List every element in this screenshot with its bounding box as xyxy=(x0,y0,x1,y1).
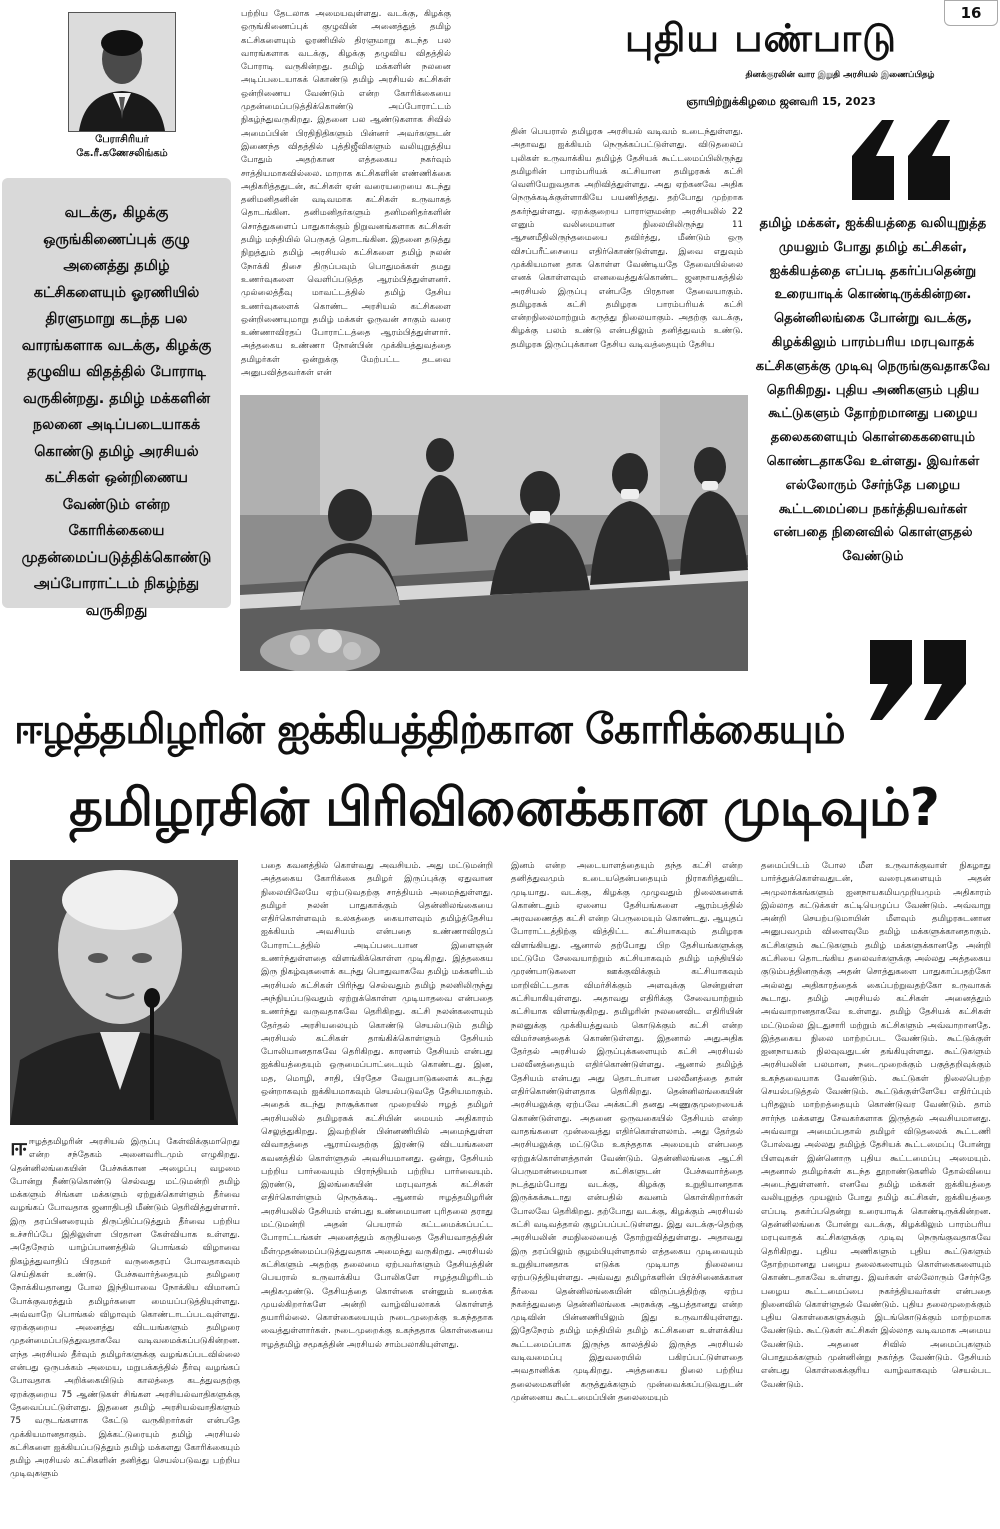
author-photo xyxy=(68,12,176,132)
left-callout xyxy=(2,178,231,619)
headline-line-1: ஈழத்தமிழரின் ஐக்கியத்திற்கான கோரிக்கையும் xyxy=(14,705,845,753)
president-photo xyxy=(10,860,238,1125)
drop-cap: ஈ xyxy=(10,1136,27,1161)
right-quote xyxy=(752,212,994,632)
bottom-column-2 xyxy=(261,860,493,1526)
bottom-column-4-text: தமைப்பிடம் போல மீள உருவாக்குவாள் நிகழாது பார்த்துக்கொள்வதுடன், வரைபுகளையும் அதன் அமுலாக்கங்களும் ஐனநாயகமியமுறியமும் அதிகாரம் இல்லாத கட்டுக்கள் கட்டியெழுப்ப வேண்டும். அவ்வாறு அன்றி செயற்படுமாயின் மீளவும் தமிழரசுடனான அனுபவமும் விளைவுமே தமிழ் மக்களுக்கானதாகும். கட்சிகளும் கூட்டுகளும் தமிழ் மக்களுக்கானதே அன்றி கட்சியை தொடங்கிய தலைவர்களுக்கு அல்லது அத்தகைய குடும்பத்தினருக்கு அதன் சொத்துகளை பாதுகாப்பதற்கோ அல்லது அதிகாரத்தைக் கைப்பற்றுவதற்கோ உருவாகக் கூடாது. தமிழ் அரசியல் கட்சிகள் அனைத்தும் அவ்வாறானதாகவே உள்ளது. தமிழ் தேசியக் கட்சிகள் மட்டுமல்ல இடதுசாரி மற்றும் கட்சிகளும் அவ்வாறானதே. இத்தகைய நிலை மாற்றப்பட வேண்டும். கூட்டுக்குள் ஐனநாயகம் நிலவுவதுடன் தங்கியுள்ளது. கூட்டுகளும் அரசியலின் பலமான, நடைமுறைக்கும் பகுத்தறிவுக்கும் உகந்தவையாக வேண்டும். கூட்டுகள் நிலைபெற்ற செயல்படுத்தல் வேண்டும். கூட்டுக்குள்ளேயே எதிர்ப்பும் புரிதலும் மாற்றத்தையும் கொண்டுவர வேண்டும். தாம் சார்ந்த மக்களது சேவகர்களாக இருத்தல் அவசியமானது. அவ்வாறு அமைப்பதால் தமிழர் விடுதலைக் கூட்டணி போல்வது அல்லது தமிழ்த் தேசியக் கூட்டமைப்பு போன்று பிளவுகள் இன்னொரு புதிய கூட்டமைப்பு அமையும். அதனால் தமிழர்கள் கடந்த தூறாண்டுகளில் தோல்வியை அடைந்துள்ளனர். எனவே தமிழ் மக்கள் ஐக்கியத்தை வலியுறுத்த முயலும் போது தமிழ் கட்சிகள், ஐக்கியத்தை எப்படி தகர்ப்பதென்று உரையாடிக் கொண்டிருக்கின்றன. தென்னிலங்கை போன்று வடக்கு, கிழக்கிலும் பாரம்பரிய மரபுவாதக் கட்சிகளுக்கு முடிவு நெருங்குவதாகவே தெரிகிறது. புதிய அணிகளும் புதிய கூட்டுகளும் தோற்றமானது பழைய தலைகளையும் கொள்கைகளையும் கொண்டதாகவே உள்ளது. இவர்கள் எல்லோரும் சேர்ந்தே பழைய கூட்டமைப்பை நகர்த்தியவர்கள் என்பதை நினைவில் கொள்ளுதல் வேண்டும். புதிய தலைமுறைக்கும் புதிய கொள்கைகளுக்கும் இடங்கொடுக்கும் மாற்றமாக வேண்டும். கூட்டுகள் கட்சிகள் இல்லாத வடிவமாக அமைய வேண்டும். அதனை சிவில் அமைப்புகளும் பொதுமக்களும் முன்னின்று நகர்த்த வேண்டும். தேசியம் என்பது கொள்கைக்குரிய வாழ்வாகவும் செயல்பட வேண்டும். xyxy=(761,861,991,1390)
president-portrait-image xyxy=(10,860,238,1125)
masthead-title: புதிய பண்பாடு xyxy=(625,16,897,60)
bottom-column-3 xyxy=(511,860,743,1526)
left-callout-text: வடக்கு, கிழக்கு ஒருங்கிணைப்புக் குழு அனைத்து தமிழ் கட்சிகளையும் ஓரணியில் திரளுமாறு கடந்த பல வாரங்களாக வடக்கு, கிழக்கு தழுவிய விதத்தில் போராடி வருகின்றது. தமிழ் மக்களின் நலனை அடிப்படையாகக் கொண்டு தமிழ் அரசியல் கட்சிகள் ஒன்றிணைய வேண்டும் என்ற கோரிக்கையை முதன்மைப்படுத்திக்கொண்டு அப்போராட்டம் நிகழ்ந்து வருகிறது xyxy=(21,205,212,619)
top-column-1 xyxy=(241,8,451,388)
bottom-column-1-text: ஈழத்தமிழரின் அரசியல் இருப்பு கேள்விக்குமாறெது என்ற சந்தேகம் அனைவரிடமும் எழுகிறது. தென்னிலங்கையின் பேச்சுக்கான அழைப்பு வழமை போன்று நீண்டுகொண்டு செல்வது மட்டுமன்றி தமிழ் மக்களும் சிங்கள மக்களும் ஏற்றுக்கொள்ளும் தீர்வை வழங்கப் போவதாக ஜனாதிபதி மீண்டும் தெரிவித்துள்ளார். இரு தரப்பினரையும் திருப்திப்படுத்தும் தீர்வை பற்றிய உச்சரிப்பே இதிலுள்ள பிரதான கேள்வியாக உள்ளது. அதேநேரம் யாழ்ப்பாணத்தில் பொங்கல் விழாவை நிகழ்த்துவாதிப் பிரதமர் வருகைதரப் போவதாகவும் செய்திகள் உண்டு. பேச்சுவார்த்தையும் தமிழரை நோக்கியதானது போல இந்தியாவை நோக்கிய விமானப் போக்குவரத்தும் தமிழர்களை மையப்படுத்தியுள்ளது. அவ்வாறே பொங்கல் விழாவும் கொண்டாடப்படவுள்ளது. ஏறக்குறைய அனைத்து விடயங்களும் தமிழரை முதன்மைப்படுத்துவதாகவே வடிவமைக்கப்படுகின்றன. எந்த அரசியல் தீர்வும் தமிழர்களுக்கு வழங்கப்படவில்லை என்பது ஒருபக்கம் அமைய, மறுபக்கத்தில் தீர்வு வழங்கப் போவதாக அறிக்கையிடும் காலத்தை கடத்துவதற்கு ஏறக்குறைய 75 ஆண்டுகள் சிங்கள அரசியல்வாதிகளுக்கு தேவைப்பட்டுள்ளது. இதனை தமிழ் அரசியல்வாதிகளும் 75 வருடங்களாக கேட்டு வருகிறார்கள் என்பதே முக்கியமானதாகும். இக்கட்டுரையும் தமிழ் அரசியல் கட்சிகளை ஐக்கியப்படுத்தும் தமிழ் மக்களது கோரிக்கையும் தமிழ் அரசியல் கட்சிகளின் தனித்து செயல்படுவது பற்றிய முடிவுகளும் xyxy=(10,1137,240,1480)
open-quote-icon xyxy=(848,116,958,200)
masthead-date: ஞாயிற்றுக்கிழமை ஜனவரி 15, 2023 xyxy=(686,95,876,108)
bottom-column-1 xyxy=(10,1136,240,1526)
top-column-2 xyxy=(511,126,743,388)
meeting-photo xyxy=(240,395,748,671)
open-quote-mark xyxy=(848,116,958,200)
top-column-1-text: பற்றிய தேடலாக அமையவுள்ளது. வடக்கு, கிழக்கு ஒருங்கிணைப்புக் குழுவின் அனைத்துத் தமிழ் கட்சிகளையும் ஓரணியில் திரளுமாறு கடந்த பல வாரங்களாக வடக்கு, கிழக்கு தழுவிய விதத்தில் போராடி வருகின்றது. தமிழ் மக்களின் நலனை அடிப்படையாகக் கொண்டு தமிழ் அரசியல் கட்சிகள் ஒன்றிணைய வேண்டும் என்ற கோரிக்கையை முதன்மைப்படுத்திக்கொண்டு அப்போராட்டம் நிகழ்ந்துவருகிறது. இதனை பல ஆண்டுகளாக சிவில் அமைப்பின் பிரதிநிதிகளும் பின்னர் அவர்களுடன் இணைந்த விதத்தில் புத்திஜீவிகளும் வலியுறுத்திய போதும் அதற்கான எத்தகைய நகர்வும் சாத்தியமாகவில்லை. மாறாக கட்சிகளின் எண்ணிக்கை அதிகரித்ததுடன், கட்சிகள் ஏன் வரையறையை கடந்து தனிமனிதனின் வடிவமாக கட்சிகள் உருவாகத் தொடங்கின. தனிமனிதர்களும் தனிமனிதர்களின் சொத்துகளைப் பாதுகாக்கும் நிறுவனங்களாக கட்சிகள் தமிழ் மந்தியில் பெருகத் தொடங்கின. இதனை தடுத்து நிறுத்தும் தமிழ் அரசியல் கட்சிகளை தமிழ் நலன் நோக்கி திசை திருப்பவும் பொதுமக்கள் தமது உணர்வுகளை வெளிப்படுத்த ஆரம்பித்துள்ளனர். முல்லைத்தீவு மாவட்டத்தில் தமிழ் தேசிய உணர்வுகளைக் கொண்ட அரசியல் கட்சிகளை ஒன்றிணையுமாறு தமிழ் மக்கள் ஓருவன் சாகும் வரை உண்ணாவிரதப் போராட்டத்தை ஆரம்பித்துள்ளார். அத்தகைய உண்ணா நோன்பின் முக்கியத்துவத்தை தமிழர்கள் ஒன்றுக்கு மேற்பட்ட தடவை அனுபவித்தவர்கள் என் xyxy=(241,9,451,379)
page-number: 16 xyxy=(960,4,982,22)
top-column-2-text: தின் பெயரால் தமிழரசு அரசியல் வடிவம் உடைந்துள்ளது. அதாவது ஐக்கியம் நெருக்கப்பட்டுள்ளது. விடுதலைப் புலிகள் உருவாக்கிய தமிழ்த் தேசியக் கூட்டமைப்பிலிருந்து தமிழரின் பாரம்பரியக் கட்சியான தமிழரசுக் கட்சி வெளியேறுவதாக அறிவித்துள்ளது. அது ஏற்கனவே அதிக நெருக்கடிக்குள்ளாகியே பயணித்தது. தற்போது முற்றாக தகர்ந்துள்ளது. ஏறக்குறைய பாராளுமன்ற அரசியலில் 22 எனும் வலிமையான நிலையிலிருந்து 11 ஆசனமீதிலிருந்தமையை தவிர்த்து, மீண்டும் ஒரு விசப்பரீட்சையை எதிர்கொண்டுள்ளது. இவை எதுவும் முக்கியமான தாக கொள்ள வேண்டியதே தேவையில்லை எனக் கொள்ளவும் எனவைத்துக்கொண்ட ஜனநாயகத்தில் அரசியல் இருப்பு என்பதே பிரதான தேவையாகும். தமிழரசுக் கட்சி தமிழரசு பாரம்பரியக் கட்சி என்றநிலைமாற்றும் கருத்து நிலையாகும். அதற்கு வடக்கு, கிழக்கு பலம் உண்டு என்பதிலும் தனித்துவம் உண்டு. தமிழரசு இருப்புக்கான தேசிய வடிவத்தையும் தேசிய xyxy=(511,127,743,350)
headline-line-2: தமிழரசின் பிரிவினைக்கான முடிவும்? xyxy=(69,778,939,838)
author-portrait-icon xyxy=(69,13,175,131)
meeting-photo-image xyxy=(240,395,748,671)
right-quote-text: தமிழ் மக்கள், ஐக்கியத்தை வலியுறுத்த முயலும் போது தமிழ் கட்சிகள், ஐக்கியத்தை எப்படி தகர்ப்பதென்று உரையாடிக் கொண்டிருக்கின்றன. தென்னிலங்கை போன்று வடக்கு, கிழக்கிலும் பாரம்பரிய மரபுவாதக் கட்சிகளுக்கு முடிவு நெருங்குவதாகவே தெரிகிறது. புதிய அணிகளும் புதிய கூட்டுகளும் தோற்றமானது பழைய தலைகளையும் கொள்கைகளையும் கொண்டதாகவே உள்ளது. இவர்கள் எல்லோரும் சேர்ந்தே பழைய கூட்டமைப்பை நகர்த்தியவர்கள் என்பதை நினைவில் கொள்ளுதல் வேண்டும் xyxy=(755,216,991,565)
bottom-column-4 xyxy=(761,860,991,1526)
bottom-column-2-text: பதை கவனத்தில் கொள்வது அவசியம். அது மட்டுமன்றி அத்தகைய கோரிக்கை தமிழர் இருப்புக்கு ஏதுவான நிலையிலேயே ஏற்படுவதற்கு சாத்தியம் அமைந்துள்ளது. தமிழர் நலன் பாதுகாக்கும் தென்னிலங்கையை எதிர்கொள்ளவும் உலகத்தை கையாளவும் தமிழ்த்தேசிய ஐக்கியம் அவசியம் என்பதை உண்ணாவிரதப் போராட்டத்தில் அடிப்படையான இளைஞன் உணர்ந்துள்ளதை விளங்கிக்கொள்ள முடிகிறது. இத்தகைய இரு நிகழ்வுகளைக் கடந்து பொதுவாகவே தமிழ் மக்களிடம் அரசியல் கட்சிகள் பிரிந்து செல்வதும் தமிழ் நலனிலிருந்து அந்நியப்படுவதும் ஏற்றுக்கொள்ள முடியாதவை என்பதை உணர்ந்து வருவதாகவே தெரிகிறது. கட்சி நலன்களையும் தேர்தல் அரசியலையும் கொண்டு செயல்படும் தமிழ் அரசியல் கட்சிகள் தாங்கிக்கொள்ளும் தேசியம் போலியானதாகவே தெரிகிறது. காரணம் தேசியம் என்பது ஐக்கியத்தையும் ஒருமைப்பாட்டையும் கொண்டது. இன, மத, மொழி, சாதி, பிரதேச வேறுபாடுகளைக் கடந்து ஒன்றாகவும் ஐக்கியமாகவும் செயல்படுவதே தேசியமாகும். அதைக் கடந்து நாசூக்கான முறையில் ஈழத் தமிழர் அரசியலில் தமிழரசுக் கட்சியின் மையம் அதிகாரம் செலுத்துகிறது. இவற்றின் பின்னணியில் அமைந்துள்ள விவாதத்தை ஆராய்வதற்கு இரண்டு விடயங்களை கவனத்தில் கொள்ளுதல் அவசியமானது. ஒன்று, தேசியம் பற்றிய பார்வையும் பிராந்தியம் பற்றிய பார்வையும். இரண்டு, இலங்கையின் மரபுவாதக் கட்சிகள் எதிர்கொள்ளும் நெருக்கடி. ஆனால் ஈழத்தமிழரின் அரசியலில் தேசியம் என்பது உண்மையான புரிதலை தராது மட்டுமன்றி அதன் பெயரால் கட்டமைக்கப்பட்ட போராட்டங்கள் அனைத்தும் கருதியதை தேசியவாதத்தின் மீள்முதன்மைப்படுத்துவதாக அமைந்து வருகிறது. அரசியல் கட்சிகளும் அதற்கு தலைமை ஏற்பவர்களும் தேசியத்தின் பெயரால் உருவாக்கிய போலிகளே ஈழத்தமிழரிடம் அதிகமுண்டு. தேசியத்தை கொள்கை என்னும் உரைக்க முயல்கிறார்களே அன்றி வாழ்வியலாகக் கொள்ளத் தயாரில்லை. கொள்கையையும் நடைமுறைக்கு உகந்ததாக வைத்துள்ளார்கள். நடைமுறைக்கு உகந்ததாக கொள்கையை ஈழத்தமிழ் சமூகத்தின் அரசியல் சாம்பலாகியுள்ளது. xyxy=(261,861,493,1350)
author-name: கே.ரீ.கணேசலிங்கம் xyxy=(76,148,168,159)
page-number-badge xyxy=(944,0,998,26)
author-role: பேராசிரியர் xyxy=(95,134,149,145)
bottom-column-3-text: இனம் என்ற அடையாளத்தையும் தந்த கட்சி என்ற தனித்துவமும் உடையதென்பதையும் நிராகரித்துவிட முடியாது. வடக்கு, கிழக்கு முழுவதும் நிலைகளைக் கொண்டதும் ஏனைய தேசியங்களை ஆரம்பத்தில் அரவணைத்த கட்சி என்ற பெருமையும் கொண்டது. ஆயுதப் போராட்டத்திற்கு வித்திட்ட கட்சியாகவும் தமிழரசு விளங்கியது. ஆனால் தற்போது பிற தேசியங்களுக்கு மட்டுமே சேவையாற்றும் கட்சியாகவும் தமிழ் மந்தியில் முரண்பாடுகளை ஊக்குவிக்கும் கட்சியாகவும் மாறிவிட்டதாக விமர்சிக்கும் அளவுக்கு சென்றுள்ள கட்சியாகியுள்ளது. அதாவது எதிரிக்கு சேவையாற்றும் கட்சியாக விளங்குகிறது. தமிழரின் நலனைவிட எதிரியின் நலனுக்கு முக்கியத்துவம் கொடுக்கும் கட்சி என்ற விமர்சனத்தைக் கொண்டுள்ளது. இதனால் அதுஅதிக தேர்தல் அரசியல் இருப்புக்களையும் கட்சி அரசியல் பலவீனத்தையும் எதிர்கொண்டுள்ளது. ஆனால் தமிழ்த் தேசியம் என்பது அது தொடர்பான பலவீனத்தை தான் எதிர்கொண்டுள்ளதாக தெரிகிறது. தென்னிலங்கையின் அரசியலுக்கு ஏற்பவே அக்கட்சி தனது அணுகுமுறையைக் கொண்டுள்ளது. அதனை ஒருவகையில் தேசியம் என்ற வாதங்களை முன்வைத்து எதிர்கொள்ளலாம். அது தேர்தல் அரசியலுக்கு மட்டுமே உகந்ததாக அமையும் என்பதை ஏற்றுக்கொள்ளத்தான் வேண்டும். தென்னிலங்கை ஆட்சி பெருமான்மையான கட்சிகளுடன் பேச்சுவார்த்தை நடத்தும்போது வடக்கு, கிழக்கு உறுதியானதாக இருக்கக்கூடாது என்பதில் கவனம் கொள்கிறார்கள் போலவே தெரிகிறது. தற்போது வடக்கு, கிழக்கும் அரசியல் கட்சி வடிவத்தால் குழப்பப்பட்டுள்ளது. இது வடக்கு-தெற்கு அரசியலின் சமநிலையைத் தோற்றுவித்துள்ளது. அதாவது இரு தரப்பிலும் குழம்பியுள்ளதால் எத்தகைய முடிவையும் உறுதியானதாக எடுக்க முடியாத நிலையை ஏற்படுத்தியுள்ளது. அவ்வது தமிழர்களின் பிரச்சினைக்கான தீர்வை தென்னிலங்கையின் விருப்பத்திற்கு ஏற்ப நகர்த்துவதை தென்னிலங்கை அரசுக்கு ஆபத்தானது என்ற முடிவின் பின்னணியிலும் இது உருவாகியுள்ளது. இதேநேரம் தமிழ் மந்தியில் தமிழ் கட்சிகளை உள்ளக்கிய கூட்டமைப்பாக இருந்த காலத்தில் இருந்த அரசியல் வடிவமைப்பு இதுவரையில் பகிரப்பட்டுள்ளதை அவதானிக்க முடிகிறது. அத்தகைய நிலை பற்றிய தலைமைகளின் கருத்துக்களும் முன்வைக்கப்படுவதுடன் முன்னைய கூட்டமைப்பின் தலைமையும் xyxy=(511,861,743,1403)
masthead-tagline: தினக்குரலின் வார இறுதி அரசியல் இணைப்பிதழ் xyxy=(745,70,935,80)
